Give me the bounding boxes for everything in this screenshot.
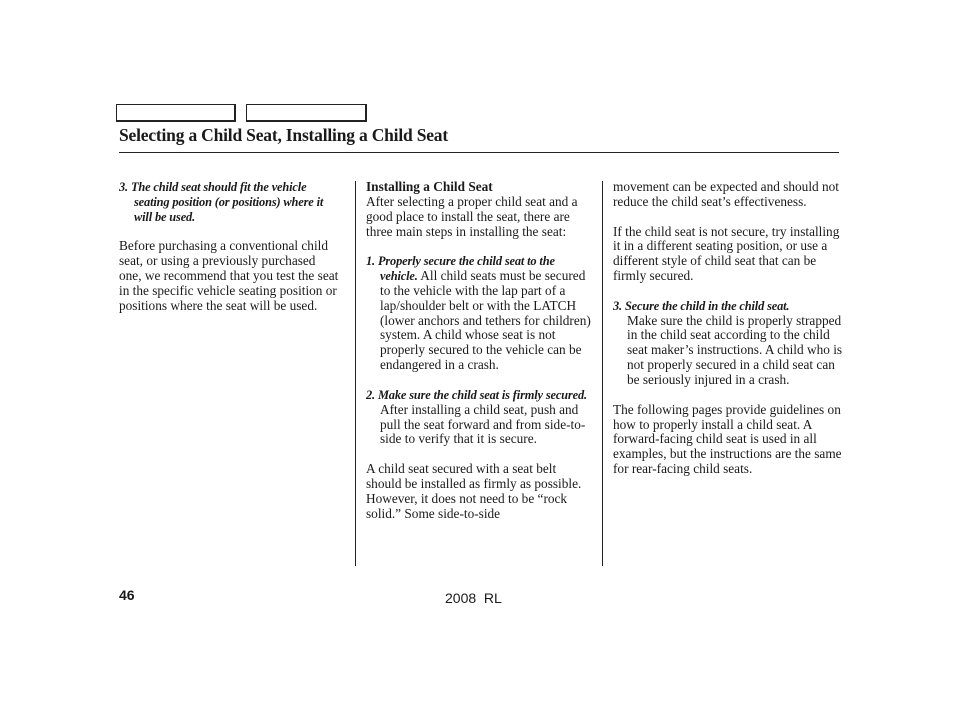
step-3-secure-child [613, 299, 843, 388]
page-title: Selecting a Child Seat, Installing a Child Seat [119, 125, 448, 145]
paragraph-test-seat: Before purchasing a conventional child seat, or using a previously purchased one, we recommend that you test the seat in the specific vehicle seating position or positions where the seat will be used. [119, 238, 339, 313]
footer-model: 2008 RL [445, 590, 502, 606]
step-1-secure-seat [366, 254, 594, 373]
step-body: After installing a child seat, push and pull the seat forward and from side-to-side to verify that it is secure. [380, 401, 586, 447]
step-lead: 1. Properly secure the child seat to the vehicle. [366, 254, 555, 284]
column-divider [602, 181, 603, 566]
nav-button-previous[interactable] [116, 104, 236, 122]
paragraph-not-secure: If the child seat is not secure, try installing it in a different seating position, or use a different style of child seat that can be firmly secured. [613, 223, 840, 284]
step-lead: 3. Secure the child in the child seat. [613, 298, 790, 313]
page-number: 46 [119, 587, 135, 603]
section-intro: After selecting a proper child seat and a good place to install the seat, there are three main steps in installing the seat: [366, 193, 578, 239]
column-middle [366, 180, 594, 536]
step-lead: 3. The child seat should fit the vehicle seating position (or positions) where it will be used. [119, 180, 324, 224]
step-lead: 2. Make sure the child seat is firmly secured. [366, 387, 587, 402]
step-2-firmly-secured [366, 388, 594, 447]
paragraph-rock-solid: A child seat secured with a seat belt should be installed as firmly as possible. However, it does not need to be “rock solid.” Some side-to-side [366, 461, 582, 521]
step-body: All child seats must be secured to the vehicle with the lap part of a lap/shoulder belt or with the LATCH (lower anchors and tethers for children) system. A child whose seat is not properly secured to the vehicle can be endangered in a crash. [380, 268, 591, 373]
nav-button-next[interactable] [246, 104, 367, 122]
column-left [119, 180, 341, 328]
column-divider [355, 181, 356, 566]
paragraph-following-pages: The following pages provide guidelines on how to properly install a child seat. A forward-facing child seat is used in all examples, but the instructions are the same for rear-facing child seats. [613, 401, 842, 477]
step-body: Make sure the child is properly strapped in the child seat according to the child seat maker’s instructions. A child who is not properly secured in a child seat can be seriously injured in a crash. [627, 312, 843, 387]
section-installing [366, 180, 594, 239]
step-3-fit-seating-position [119, 180, 341, 225]
title-divider [119, 152, 839, 153]
column-right [613, 180, 843, 492]
section-heading: Installing a Child Seat [366, 179, 493, 194]
paragraph-continued: movement can be expected and should not reduce the child seat’s effectiveness. [613, 179, 839, 209]
